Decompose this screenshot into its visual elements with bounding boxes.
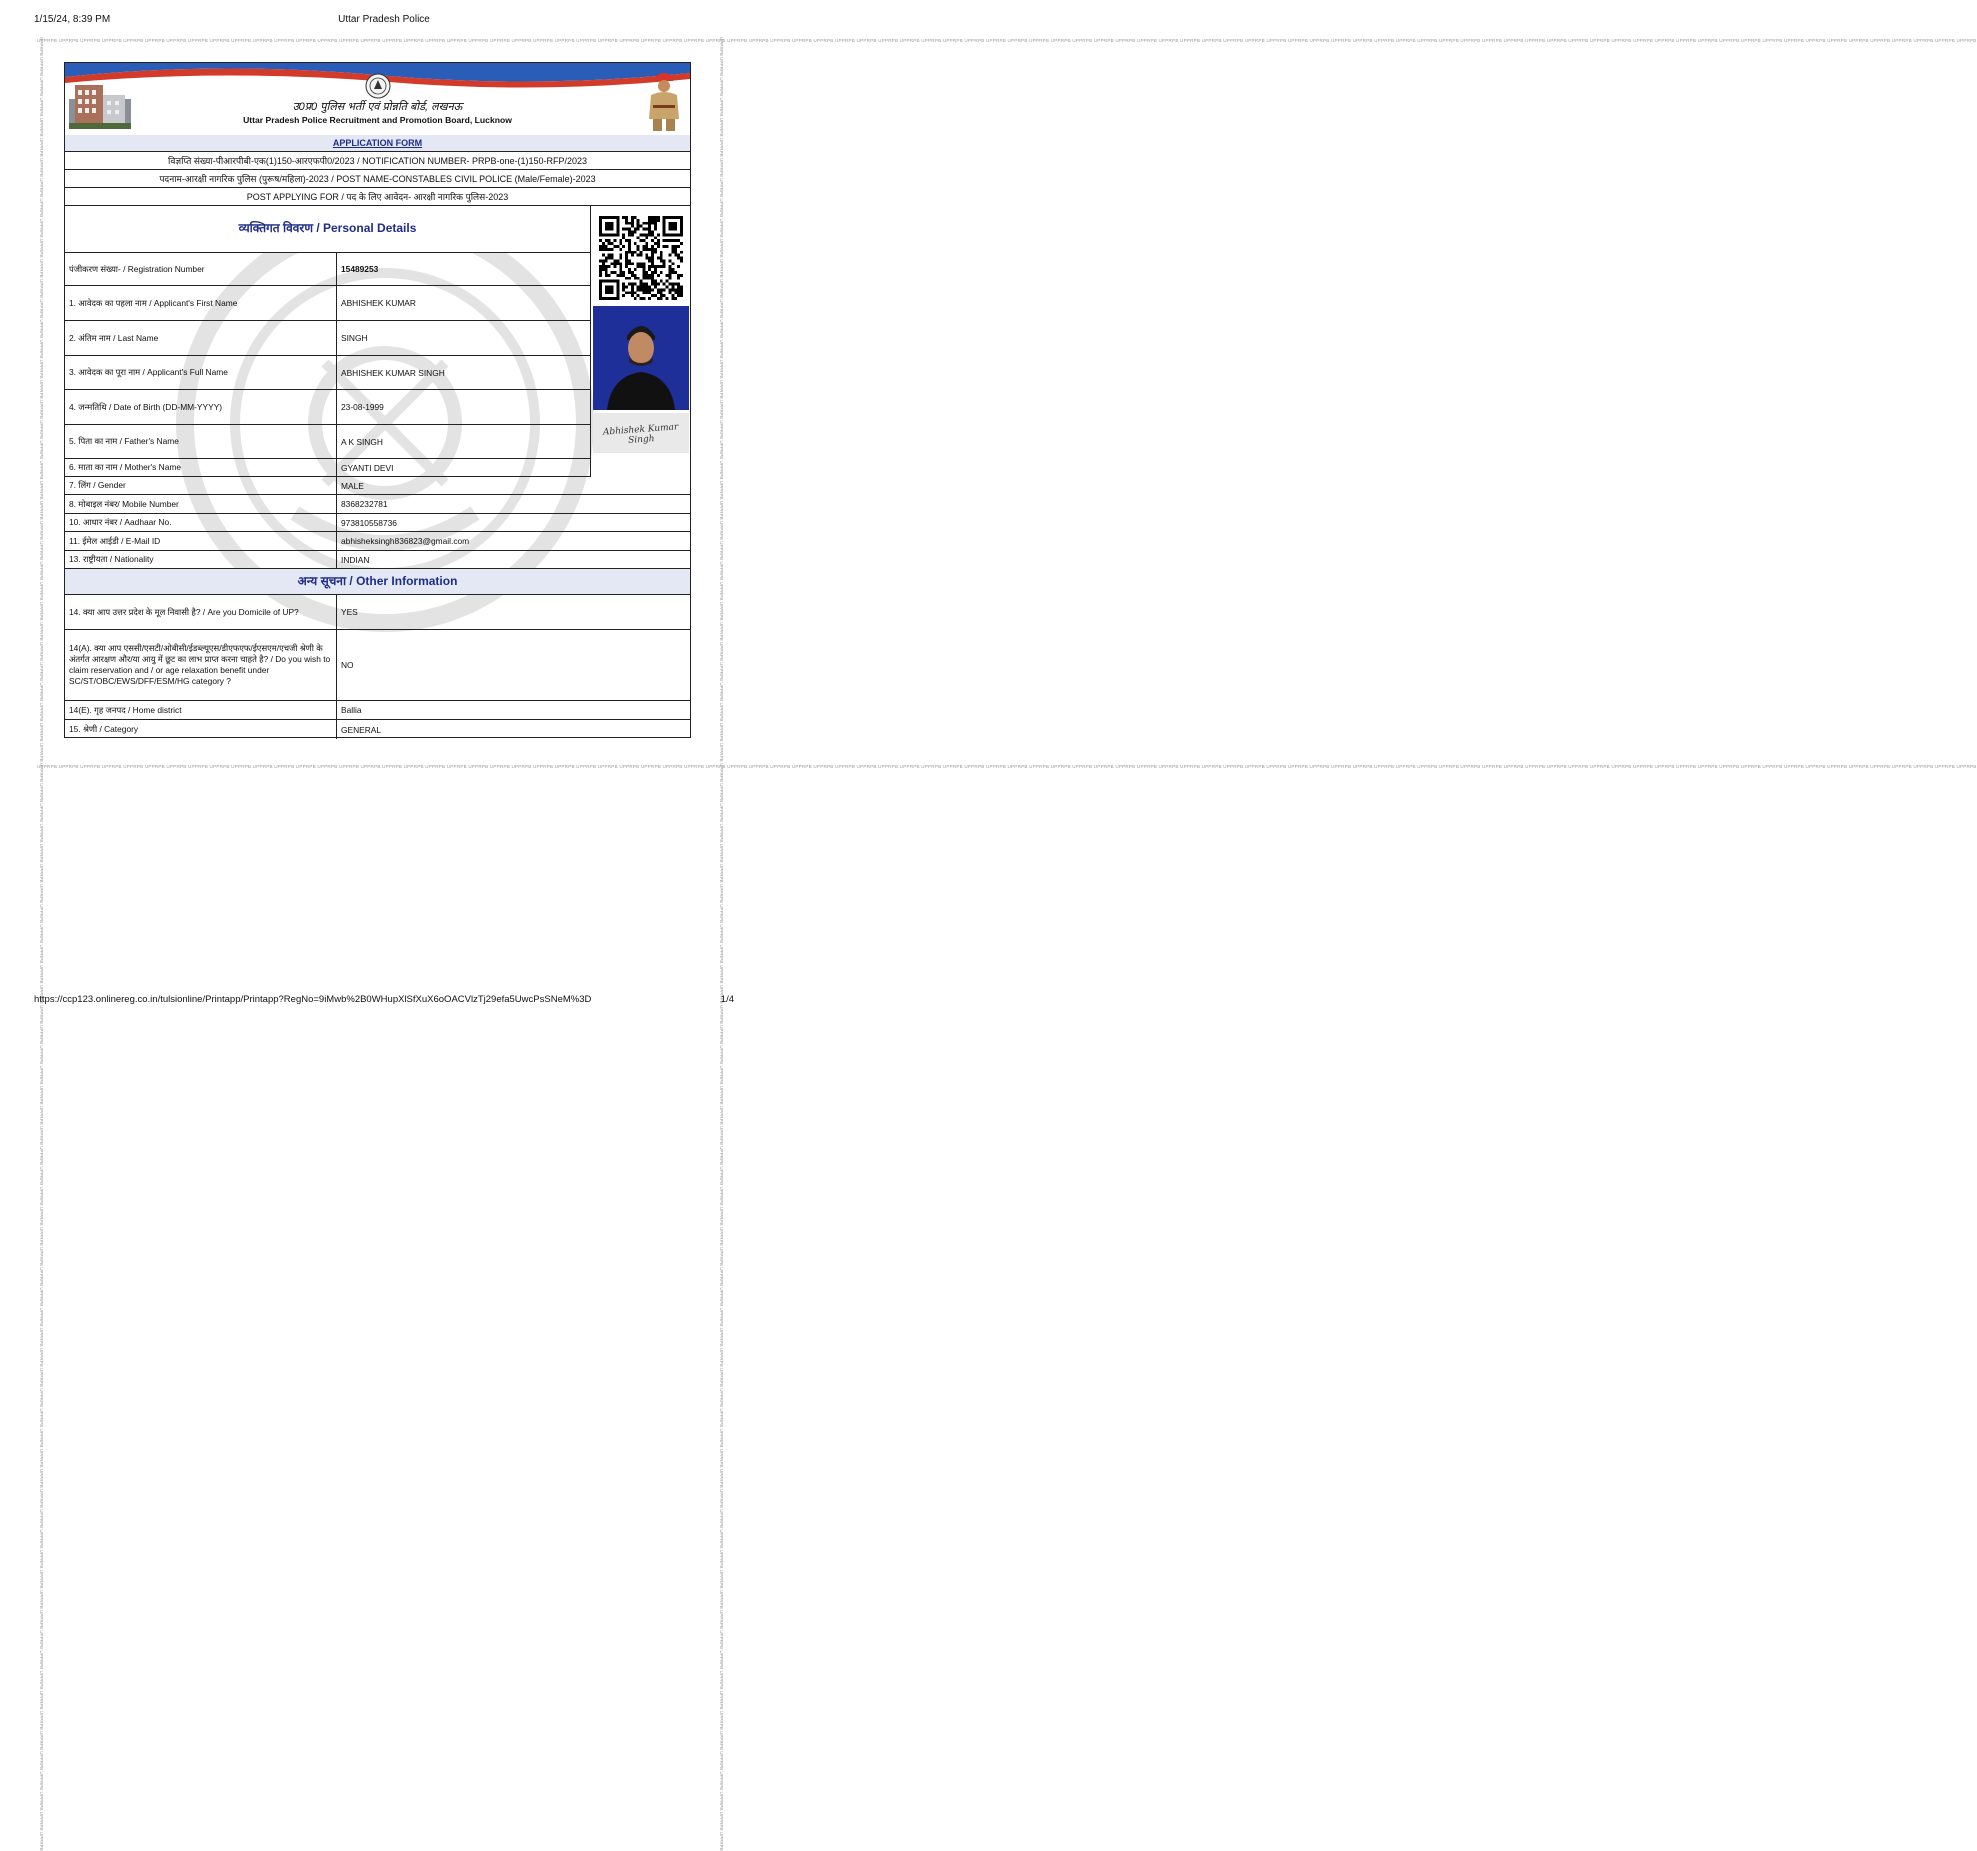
watermark-bottom: UPPRPB UPPRPB UPPRPB UPPRPB UPPRPB UPPRPB UPPRPB UPPRPB UPPRPB UPPRPB UPPRPB UPPRPB UPPRPB UPPRPB UPPRPB UPPRPB UPPRPB UPPRPB UPPRPB UPPRPB UPPRPB UPPRPB UPPRPB UPPRPB UPPRPB UPPRPB UPPRPB UPPRPB UPPRPB UPPRPB UPPRPB UPPRPB UPPRPB UPPRPB UPPRPB UPPRPB UPPRPB UPPRPB UPPRPB UPPRPB UPPRPB UPPRPB UPPRPB UPPRPB UPPRPB UPPRPB UPPRPB UPPRPB UPPRPB UPPRPB UPPRPB UPPRPB UPPRPB UPPRPB UPPRPB UPPRPB UPPRPB UPPRPB UPPRPB UPPRPB UPPRPB UPPRPB UPPRPB UPPRPB UPPRPB UPPRPB UPPRPB UPPRPB UPPRPB UPPRPB UPPRPB UPPRPB UPPRPB UPPRPB UPPRPB UPPRPB UPPRPB UPPRPB UPPRPB UPPRPB UPPRPB UPPRPB UPPRPB UPPRPB UPPRPB UPPRPB UPPRPB UPPRPB UPPRPB UPPRPB	[37, 764, 1977, 769]
row-value: 8368232781	[341, 499, 388, 509]
post-name: पदनाम-आरक्षी नागरिक पुलिस (पुरूष/महिला)-2023 / POST NAME-CONSTABLES CIVIL POLICE (Male/Female)-2023	[65, 170, 690, 188]
table-row	[65, 425, 591, 459]
personal-details-heading: व्यक्तिगत विवरण / Personal Details	[65, 206, 591, 253]
row-value: NO	[341, 660, 354, 670]
row-value: Ballia	[341, 705, 362, 715]
table-row	[65, 459, 591, 477]
row-value: 23-08-1999	[341, 402, 384, 412]
qr-code-icon	[599, 216, 683, 300]
print-datetime: 1/15/24, 8:39 PM	[34, 14, 111, 25]
print-page-title: Uttar Pradesh Police	[338, 14, 430, 25]
table-row	[65, 701, 690, 720]
board-title-english: Uttar Pradesh Police Recruitment and Promotion Board, Lucknow	[243, 115, 512, 125]
watermark-left: UPPRPB UPPRPB UPPRPB UPPRPB UPPRPB UPPRPB UPPRPB UPPRPB UPPRPB UPPRPB UPPRPB UPPRPB UPPRPB UPPRPB UPPRPB UPPRPB UPPRPB UPPRPB UPPRPB UPPRPB UPPRPB UPPRPB UPPRPB UPPRPB UPPRPB UPPRPB UPPRPB UPPRPB UPPRPB UPPRPB UPPRPB UPPRPB UPPRPB UPPRPB UPPRPB UPPRPB UPPRPB UPPRPB UPPRPB UPPRPB UPPRPB UPPRPB UPPRPB UPPRPB UPPRPB UPPRPB UPPRPB UPPRPB UPPRPB UPPRPB UPPRPB UPPRPB UPPRPB UPPRPB UPPRPB UPPRPB UPPRPB UPPRPB UPPRPB UPPRPB UPPRPB UPPRPB UPPRPB UPPRPB UPPRPB UPPRPB UPPRPB UPPRPB UPPRPB UPPRPB UPPRPB UPPRPB UPPRPB UPPRPB UPPRPB UPPRPB UPPRPB UPPRPB UPPRPB UPPRPB UPPRPB UPPRPB UPPRPB UPPRPB UPPRPB UPPRPB UPPRPB UPPRPB UPPRPB UPPRPB	[39, 37, 44, 1851]
board-title-hindi: उ0प्र0 पुलिस भर्ती एवं प्रोन्नति बोर्ड, लखनऊ	[292, 101, 463, 113]
row-label: 14. क्या आप उत्तर प्रदेश के मूल निवासी है? / Are you Domicile of UP?	[65, 595, 337, 629]
row-label: 15. श्रेणी / Category	[65, 720, 337, 739]
signature-text: Abhishek Kumar Singh	[602, 422, 679, 446]
post-applying: POST APPLYING FOR / पद के लिए आवेदन- आरक्षी नागरिक पुलिस-2023	[65, 188, 690, 206]
row-label: 8. मोबाइल नंबर/ Mobile Number	[65, 495, 337, 513]
row-label: पंजीकरण संख्या- / Registration Number	[65, 253, 337, 285]
row-value: MALE	[341, 480, 364, 491]
application-form-title: APPLICATION FORM	[332, 138, 423, 148]
applicant-photo	[593, 306, 689, 410]
row-label: 7. लिंग / Gender	[65, 477, 337, 494]
print-url: https://ccp123.onlinereg.co.in/tulsionline/Printapp/Printapp?RegNo=9iMwb%2B0WHupXlSfXuX6oOACVlzTj29efa5UwcPsSNeM%3D	[34, 994, 592, 1005]
table-row	[65, 551, 690, 569]
notification-number: विज्ञप्ति संख्या-पीआरपीबी-एक(1)150-आरएफपी0/2023 / NOTIFICATION NUMBER- PRPB-one-(1)150-RFP/2023	[65, 152, 690, 170]
row-value: A K SINGH	[341, 436, 383, 447]
form-header	[65, 63, 690, 136]
table-row	[65, 321, 591, 356]
row-label: 6. माता का नाम / Mother's Name	[65, 459, 337, 476]
table-row	[65, 514, 690, 532]
row-value: ABHISHEK KUMAR SINGH	[341, 367, 445, 378]
application-form	[64, 62, 691, 738]
table-row	[65, 253, 591, 286]
table-row	[65, 356, 591, 390]
row-label: 14(E). गृह जनपद / Home district	[65, 701, 337, 719]
applicant-portrait-icon	[593, 306, 689, 410]
row-value: SINGH	[341, 333, 368, 343]
row-value: abhisheksingh836823@gmail.com	[341, 536, 470, 546]
row-label: 4. जन्मतिथि / Date of Birth (DD-MM-YYYY)	[65, 390, 337, 424]
row-value: YES	[341, 607, 358, 617]
row-label: 5. पिता का नाम / Father's Name	[65, 425, 337, 458]
table-row	[65, 595, 690, 630]
table-row	[65, 477, 690, 495]
emblem-icon	[365, 73, 391, 99]
row-value: GYANTI DEVI	[341, 462, 394, 473]
row-label: 11. ईमेल आईडी / E-Mail ID	[65, 532, 337, 550]
row-label: 10. आधार नंबर / Aadhaar No.	[65, 514, 337, 531]
row-label: 1. आवेदक का पहला नाम / Applicant's First Name	[65, 286, 337, 320]
other-information-heading: अन्य सूचना / Other Information	[65, 569, 690, 595]
watermark-top: UPPRPB UPPRPB UPPRPB UPPRPB UPPRPB UPPRPB UPPRPB UPPRPB UPPRPB UPPRPB UPPRPB UPPRPB UPPRPB UPPRPB UPPRPB UPPRPB UPPRPB UPPRPB UPPRPB UPPRPB UPPRPB UPPRPB UPPRPB UPPRPB UPPRPB UPPRPB UPPRPB UPPRPB UPPRPB UPPRPB UPPRPB UPPRPB UPPRPB UPPRPB UPPRPB UPPRPB UPPRPB UPPRPB UPPRPB UPPRPB UPPRPB UPPRPB UPPRPB UPPRPB UPPRPB UPPRPB UPPRPB UPPRPB UPPRPB UPPRPB UPPRPB UPPRPB UPPRPB UPPRPB UPPRPB UPPRPB UPPRPB UPPRPB UPPRPB UPPRPB UPPRPB UPPRPB UPPRPB UPPRPB UPPRPB UPPRPB UPPRPB UPPRPB UPPRPB UPPRPB UPPRPB UPPRPB UPPRPB UPPRPB UPPRPB UPPRPB UPPRPB UPPRPB UPPRPB UPPRPB UPPRPB UPPRPB UPPRPB UPPRPB UPPRPB UPPRPB UPPRPB UPPRPB UPPRPB UPPRPB	[37, 38, 1977, 43]
watermark-right: UPPRPB UPPRPB UPPRPB UPPRPB UPPRPB UPPRPB UPPRPB UPPRPB UPPRPB UPPRPB UPPRPB UPPRPB UPPRPB UPPRPB UPPRPB UPPRPB UPPRPB UPPRPB UPPRPB UPPRPB UPPRPB UPPRPB UPPRPB UPPRPB UPPRPB UPPRPB UPPRPB UPPRPB UPPRPB UPPRPB UPPRPB UPPRPB UPPRPB UPPRPB UPPRPB UPPRPB UPPRPB UPPRPB UPPRPB UPPRPB UPPRPB UPPRPB UPPRPB UPPRPB UPPRPB UPPRPB UPPRPB UPPRPB UPPRPB UPPRPB UPPRPB UPPRPB UPPRPB UPPRPB UPPRPB UPPRPB UPPRPB UPPRPB UPPRPB UPPRPB UPPRPB UPPRPB UPPRPB UPPRPB UPPRPB UPPRPB UPPRPB UPPRPB UPPRPB UPPRPB UPPRPB UPPRPB UPPRPB UPPRPB UPPRPB UPPRPB UPPRPB UPPRPB UPPRPB UPPRPB UPPRPB UPPRPB UPPRPB UPPRPB UPPRPB UPPRPB UPPRPB UPPRPB UPPRPB UPPRPB	[719, 37, 724, 1851]
applicant-signature	[593, 413, 689, 453]
row-value: 973810558736	[341, 517, 397, 528]
table-row	[65, 286, 591, 321]
table-row	[65, 720, 690, 739]
print-page-number: 1/4	[720, 994, 734, 1005]
row-label: 2. अंतिम नाम / Last Name	[65, 321, 337, 355]
row-label: 14(A). क्या आप एससी/एसटी/ओबीसी/ईडब्ल्यूएस/डीएफएफ/ईएसएम/एचजी श्रेणी के अंतर्गत आरक्षण और/या आयु में छूट का लाभ प्राप्त करना चाहते है? / Do you wish to claim reservation and / or age relaxation benefit under SC/ST/OBC/EWS/DFF/ESM/HG category ?	[65, 630, 337, 700]
row-value: INDIAN	[341, 554, 370, 565]
table-row	[65, 532, 690, 551]
row-value: ABHISHEK KUMAR	[341, 298, 416, 308]
row-label: 3. आवेदक का पूरा नाम / Applicant's Full Name	[65, 356, 337, 389]
table-row	[65, 630, 690, 701]
row-label: 13. राष्ट्रीयता / Nationality	[65, 551, 337, 568]
table-row	[65, 390, 591, 425]
row-value: 15489253	[341, 264, 379, 274]
application-form-banner	[65, 135, 690, 152]
table-row	[65, 495, 690, 514]
police-officer-icon	[643, 69, 685, 131]
row-value: GENERAL	[341, 724, 382, 735]
